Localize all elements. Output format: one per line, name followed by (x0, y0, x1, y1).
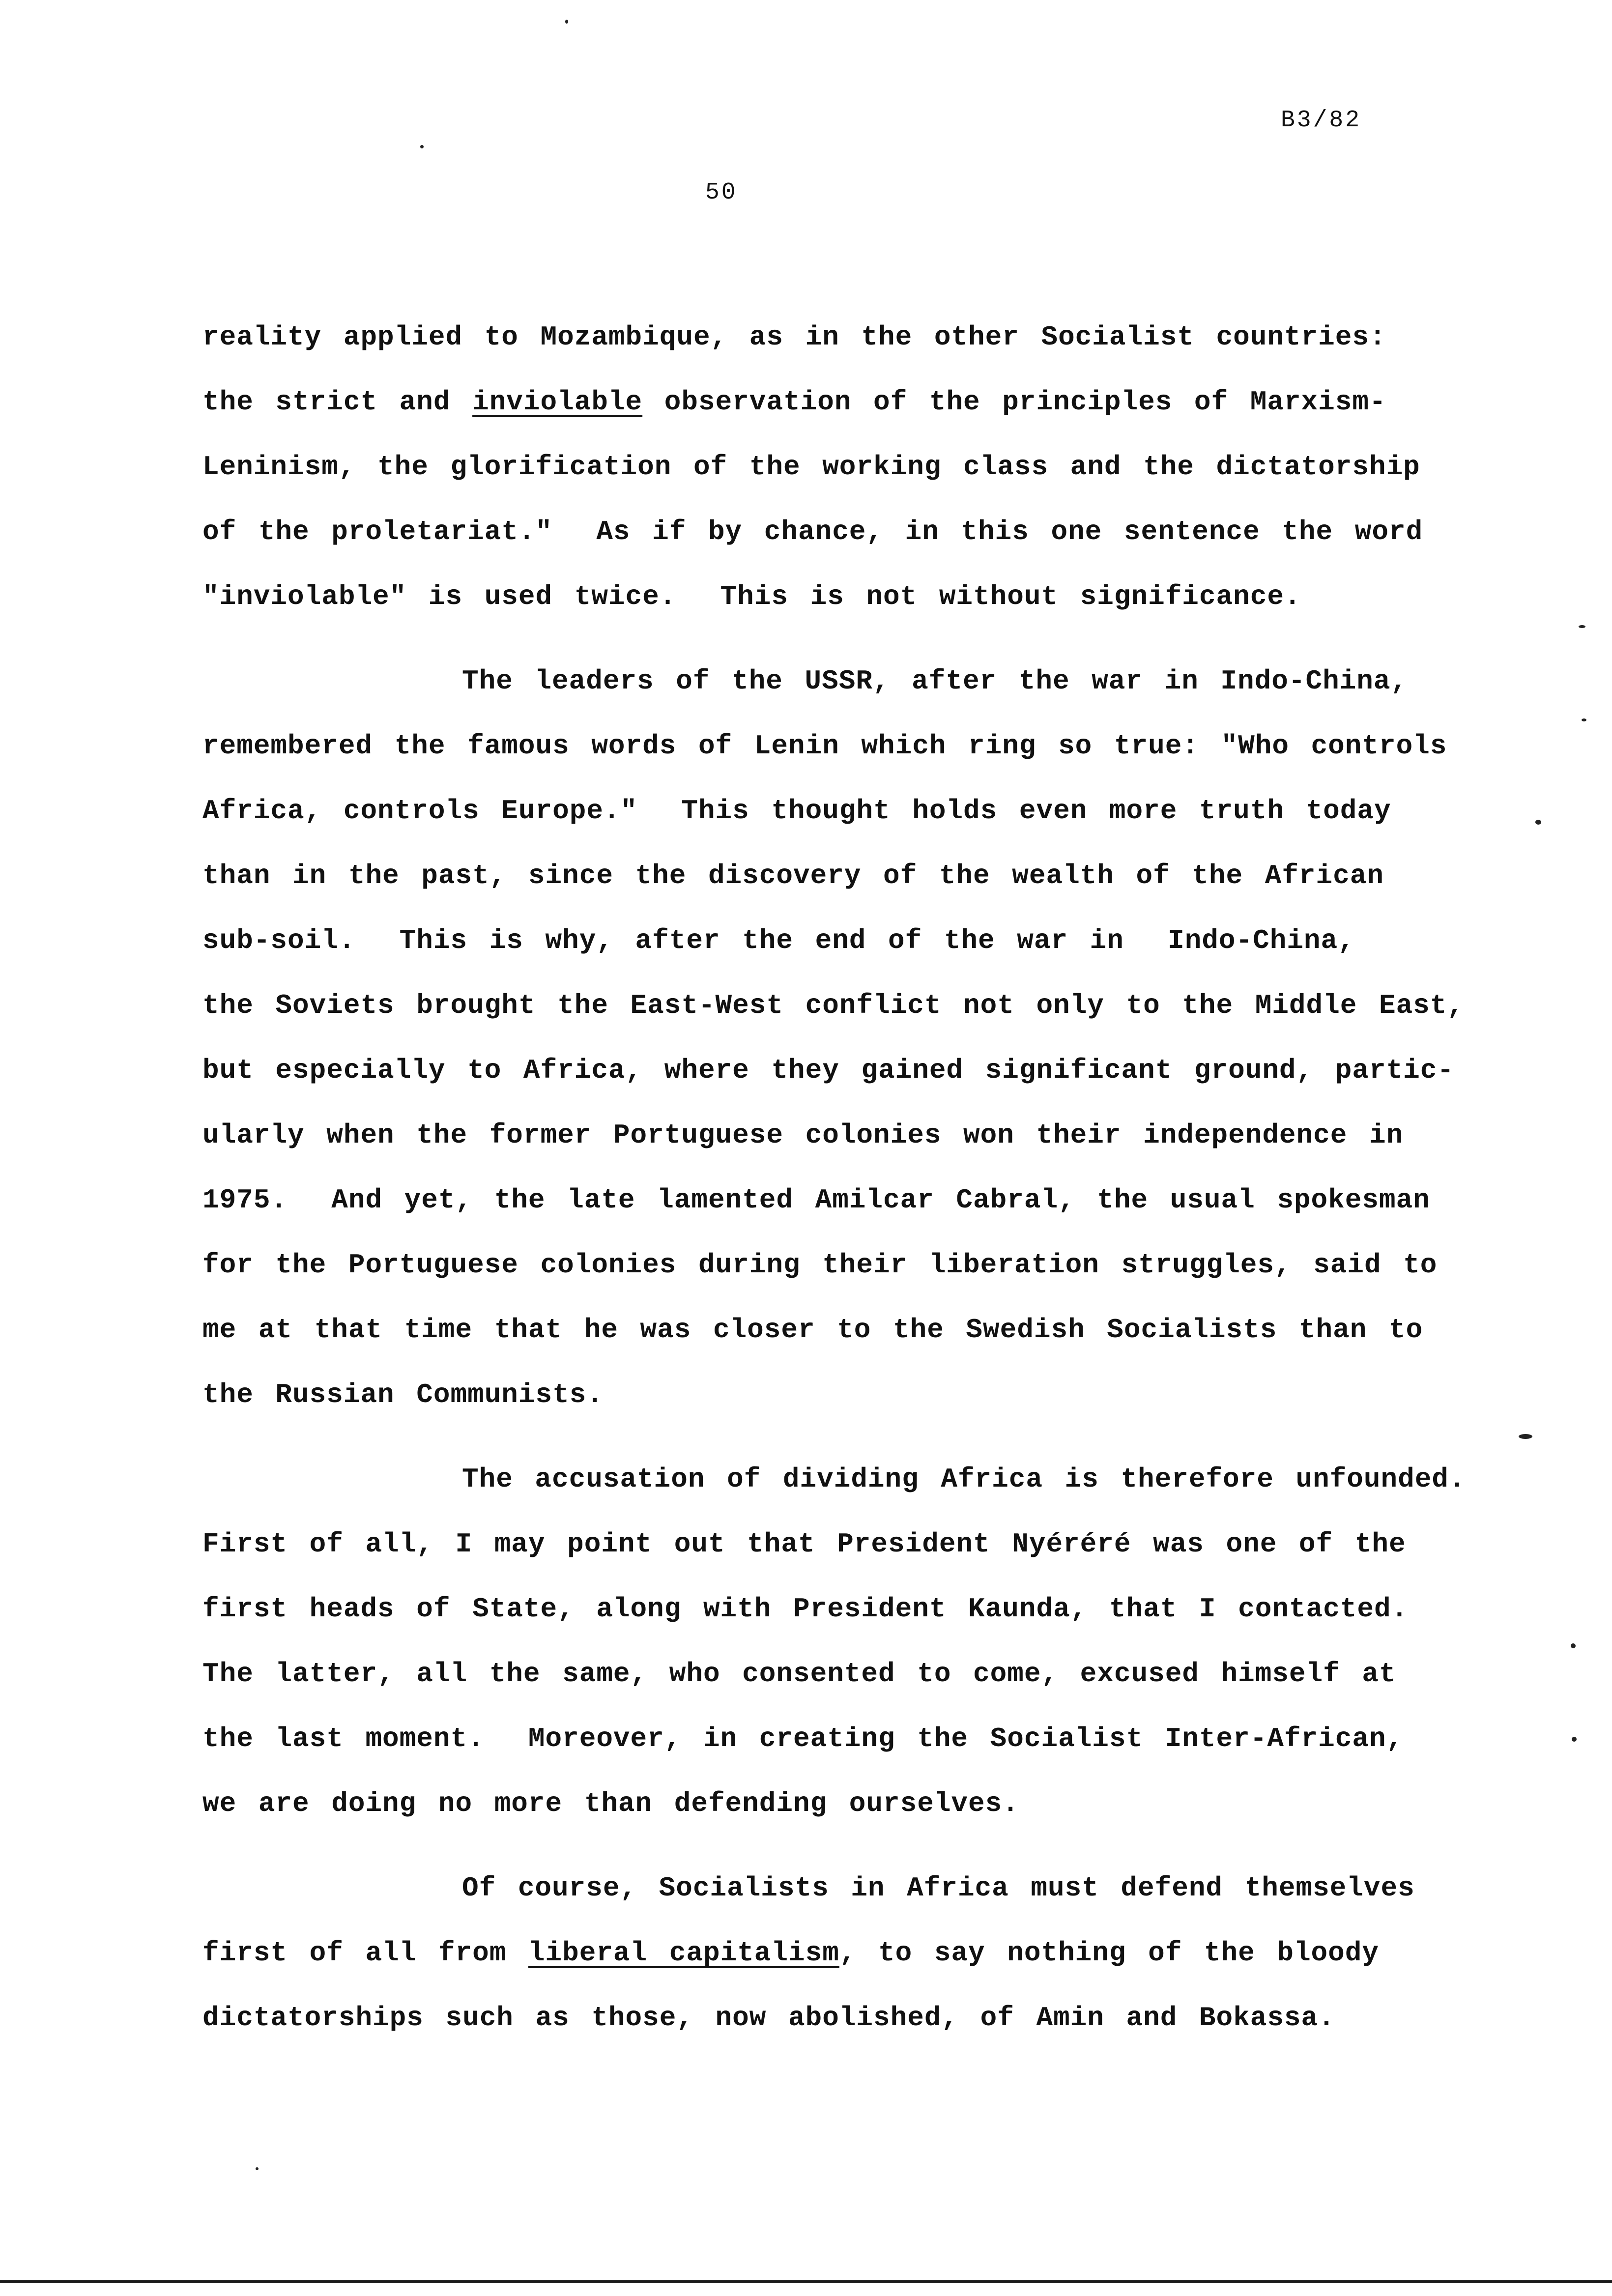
scan-speck (1571, 1643, 1576, 1648)
paragraph (202, 1466, 1480, 1856)
text-line: "inviolable" is used twice. This is not without significance. (202, 581, 1301, 612)
text-line: Leninism, the glorification of the working class and the dictatorship (202, 451, 1420, 483)
text-line: but especially to Africa, where they gained significant ground, partic- (202, 1055, 1454, 1086)
text-line: Of course, Socialists in Africa must defend themselves (462, 1872, 1415, 1904)
scan-speck (256, 2167, 259, 2170)
scan-speck (565, 20, 568, 24)
underlined-text: liberal capitalism (528, 1937, 839, 1969)
text-line: The leaders of the USSR, after the war in Indo-China, (462, 665, 1408, 697)
scan-speck (1579, 625, 1585, 628)
text-line: The latter, all the same, who consented to come, excused himself at (202, 1658, 1396, 1690)
text-line: reality applied to Mozambique, as in the other Socialist countries: (202, 321, 1386, 353)
text-line: The accusation of dividing Africa is therefore unfounded. (462, 1464, 1466, 1495)
text-line: for the Portuguese colonies during their liberation struggles, said to (202, 1249, 1438, 1281)
text-line: than in the past, since the discovery of the wealth of the African (202, 860, 1384, 891)
paragraph (202, 665, 1480, 1447)
text-line: we are doing no more than defending ourselves. (202, 1788, 1019, 1819)
bottom-edge-rule (0, 2280, 1612, 2283)
text-line: first of all from liberal capitalism, to say nothing of the bloody (202, 1937, 1379, 1969)
text-line: 1975. And yet, the late lamented Amilcar Cabral, the usual spokesman (202, 1184, 1430, 1216)
paragraph (202, 1872, 1480, 2070)
text-line: ularly when the former Portuguese colonies won their independence in (202, 1119, 1404, 1151)
text-line: of the proletariat." As if by chance, in this one sentence the word (202, 516, 1423, 547)
scan-speck (1582, 718, 1586, 721)
body-text (202, 321, 1480, 2070)
text-line: me at that time that he was closer to the Swedish Socialists than to (202, 1314, 1423, 1346)
text-line: the strict and inviolable observation of the principles of Marxism- (202, 386, 1386, 418)
underlined-text: inviolable (472, 386, 643, 418)
text-line: remembered the famous words of Lenin which ring so true: "Who controls (202, 730, 1447, 762)
text-line: sub-soil. This is why, after the end of the war in Indo-China, (202, 925, 1355, 956)
text-line: dictatorships such as those, now abolished, of Amin and Bokassa. (202, 2002, 1335, 2034)
text-line: first heads of State, along with President Kaunda, that I contacted. (202, 1593, 1409, 1625)
text-line: First of all, I may point out that President Nyéréré was one of the (202, 1528, 1406, 1560)
text-line: the last moment. Moreover, in creating the Socialist Inter-African, (202, 1723, 1404, 1754)
scan-speck (1572, 1737, 1577, 1742)
text-line: Africa, controls Europe." This thought holds even more truth today (202, 795, 1391, 827)
document-reference: B3/82 (1281, 107, 1362, 134)
scan-speck (1535, 820, 1541, 825)
page-number: 50 (705, 179, 738, 206)
text-line: the Soviets brought the East-West conflict not only to the Middle East, (202, 990, 1464, 1021)
scan-speck (1519, 1434, 1532, 1439)
text-line: the Russian Communists. (202, 1379, 604, 1410)
paragraph (202, 321, 1480, 649)
scan-speck (420, 145, 424, 148)
